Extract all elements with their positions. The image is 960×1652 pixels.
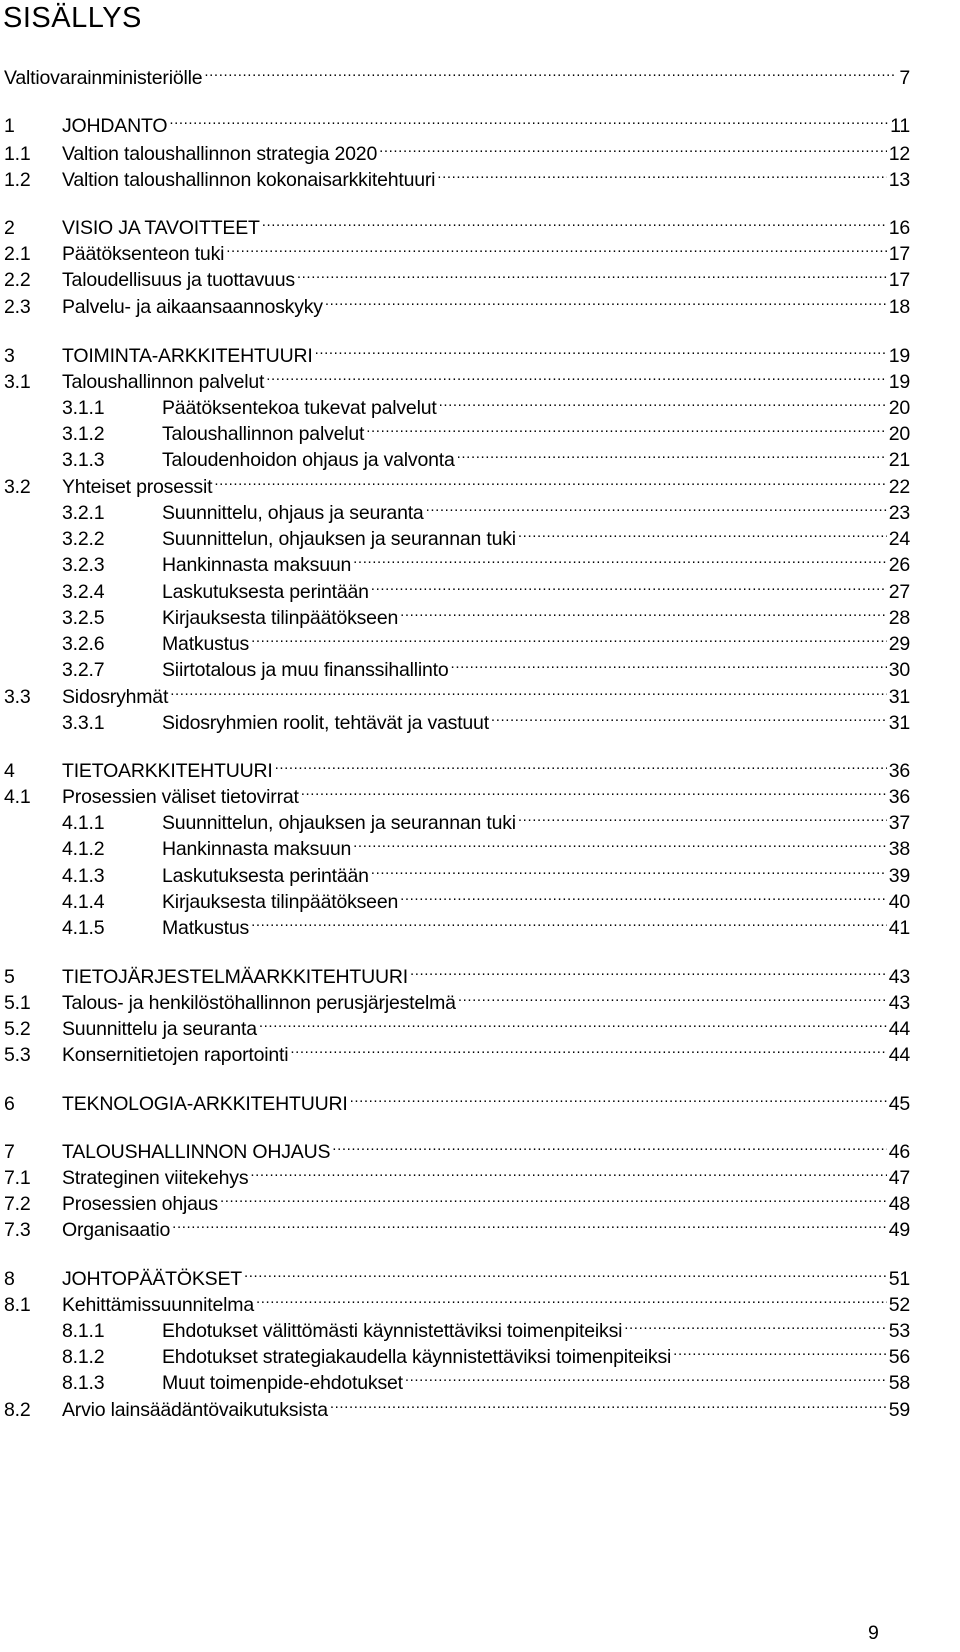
toc-entry-title: Päätöksenteon tuki <box>62 243 225 265</box>
toc-entry[interactable] <box>4 336 910 367</box>
toc-entry-title: Ehdotukset välittömästi käynnistettäviksi toimenpiteiksi <box>162 1320 623 1342</box>
toc-entry-title: TOIMINTA-ARKKITEHTUURI <box>62 345 313 367</box>
dot-leader <box>410 957 887 983</box>
toc-entry[interactable] <box>4 493 910 524</box>
dot-leader <box>220 1184 887 1210</box>
toc-entry-number: 3.1 <box>4 371 31 393</box>
dot-leader <box>266 362 886 388</box>
toc-entry-number: 3.3.1 <box>62 712 105 734</box>
toc-entry[interactable] <box>4 1259 910 1290</box>
page-number: 9 <box>868 1622 879 1644</box>
toc-entry-number: 1.1 <box>4 143 31 165</box>
toc-entry[interactable] <box>4 260 910 291</box>
dot-leader <box>332 1132 886 1158</box>
toc-entry-page: 45 <box>888 1093 910 1115</box>
toc-entry-page: 58 <box>888 1372 910 1394</box>
toc-entry-title: Taloushallinnon palvelut <box>162 423 365 445</box>
dot-leader <box>251 624 887 650</box>
toc-entry[interactable] <box>4 1210 910 1241</box>
toc-entry-page: 38 <box>888 838 910 860</box>
toc-entry-page: 20 <box>888 397 910 419</box>
toc-entry[interactable] <box>4 624 910 655</box>
dot-leader <box>400 598 887 624</box>
toc-entry[interactable] <box>4 234 910 265</box>
dot-leader <box>400 882 887 908</box>
toc-entry[interactable] <box>4 882 910 913</box>
toc-entry-title: Matkustus <box>162 633 250 655</box>
toc-entry-title: Laskutuksesta perintään <box>162 865 369 887</box>
toc-entry-number: 4.1.5 <box>62 917 105 939</box>
toc-entry-title: Taloushallinnon palvelut <box>62 371 265 393</box>
toc-entry-page: 46 <box>888 1141 910 1163</box>
toc-entry-number: 8.1.2 <box>62 1346 105 1368</box>
toc-entry-number: 8.2 <box>4 1399 31 1421</box>
dot-leader <box>673 1337 887 1363</box>
toc-entry[interactable] <box>4 160 910 191</box>
toc-entry-page: 21 <box>888 449 910 471</box>
toc-entry-title: Laskutuksesta perintään <box>162 581 369 603</box>
dot-leader <box>353 545 887 571</box>
toc-entry-number: 8.1.1 <box>62 1320 105 1342</box>
toc-entry[interactable] <box>4 751 910 782</box>
toc-entry-number: 7 <box>4 1141 15 1163</box>
toc-entry-number: 1 <box>4 115 15 137</box>
toc-entry-title: Taloudellisuus ja tuottavuus <box>62 269 295 291</box>
toc-entry-page: 51 <box>888 1268 910 1290</box>
toc-entry[interactable] <box>4 677 910 708</box>
toc-entry-number: 3.2.3 <box>62 554 105 576</box>
toc-entry-title: TIETOARKKITEHTUURI <box>62 760 273 782</box>
toc-entry[interactable] <box>4 777 910 808</box>
toc-entry-title: Palvelu- ja aikaansaannoskyky <box>62 296 323 318</box>
dot-leader <box>624 1311 886 1337</box>
toc-entry-number: 5.1 <box>4 992 31 1014</box>
toc-entry-page: 17 <box>888 243 910 265</box>
toc-entry-number: 3.2 <box>4 476 31 498</box>
toc-entry-title: Ehdotukset strategiakaudella käynnistettäviksi toimenpiteiksi <box>162 1346 672 1368</box>
dot-leader <box>426 493 887 519</box>
toc-entry-title: Suunnittelun, ohjauksen ja seurannan tuki <box>162 528 516 550</box>
dot-leader <box>262 208 887 234</box>
toc-entry-number: 2.2 <box>4 269 31 291</box>
toc-entry-page: 27 <box>888 581 910 603</box>
dot-leader <box>371 856 887 882</box>
toc-entry-page: 13 <box>888 169 910 191</box>
toc-entry-number: 5.2 <box>4 1018 31 1040</box>
toc-entry-page: 30 <box>888 659 910 681</box>
toc-entry-number: 3.1.3 <box>62 449 105 471</box>
toc-entry-title: Sidosryhmien roolit, tehtävät ja vastuut <box>162 712 489 734</box>
toc-entry-number: 5.3 <box>4 1044 31 1066</box>
toc-entry-page: 36 <box>888 760 910 782</box>
dot-leader <box>169 106 888 132</box>
dot-leader <box>250 1158 886 1184</box>
dot-leader <box>405 1363 887 1389</box>
toc-entry-page: 17 <box>888 269 910 291</box>
toc-entry-title: Hankinnasta maksuun <box>162 838 352 860</box>
dot-leader <box>371 572 887 598</box>
toc-entry-title: Kehittämissuunnitelma <box>62 1294 254 1316</box>
toc-entry-title: TALOUSHALLINNON OHJAUS <box>62 1141 331 1163</box>
toc-entry-title: TIETOJÄRJESTELMÄARKKITEHTUURI <box>62 966 408 988</box>
dot-leader <box>353 829 887 855</box>
toc-entry-title: Suunnittelun, ohjauksen ja seurannan tuki <box>162 812 516 834</box>
toc-entry-title: Organisaatio <box>62 1219 171 1241</box>
toc-entry-title: Suunnittelu, ohjaus ja seuranta <box>162 502 424 524</box>
page-title: SISÄLLYS <box>3 2 142 34</box>
toc-entry-number: 3.2.1 <box>62 502 105 524</box>
toc-entry-number: 4.1.2 <box>62 838 105 860</box>
toc-entry[interactable] <box>4 362 910 393</box>
toc-entry[interactable] <box>4 803 910 834</box>
toc-entry-title: Valtion taloushallinnon kokonaisarkkitehtuuri <box>62 169 436 191</box>
toc-entry[interactable] <box>4 1084 910 1115</box>
dot-leader <box>451 650 887 676</box>
toc-entry-page: 28 <box>888 607 910 629</box>
dot-leader <box>290 1035 886 1061</box>
toc-entry[interactable] <box>4 1363 910 1394</box>
toc-entry-number: 8 <box>4 1268 15 1290</box>
dot-leader <box>226 234 886 260</box>
dot-leader <box>330 1390 887 1416</box>
toc-entry-number: 2 <box>4 217 15 239</box>
toc-entry-number: 7.3 <box>4 1219 31 1241</box>
dot-leader <box>518 519 887 545</box>
toc-entry-number: 4.1 <box>4 786 31 808</box>
toc-entry-page: 53 <box>888 1320 910 1342</box>
dot-leader <box>259 1009 887 1035</box>
toc-entry[interactable] <box>4 1285 910 1316</box>
toc-entry[interactable] <box>4 983 910 1014</box>
toc-entry-title: JOHDANTO <box>62 115 168 137</box>
toc-entry[interactable] <box>4 287 910 318</box>
toc-entry[interactable] <box>4 829 910 860</box>
dot-leader <box>315 336 887 362</box>
toc-entry-title: Valtion taloushallinnon strategia 2020 <box>62 143 378 165</box>
toc-entry-page: 36 <box>888 786 910 808</box>
dot-leader <box>350 1084 887 1110</box>
dot-leader <box>256 1285 887 1311</box>
toc-entry-page: 48 <box>888 1193 910 1215</box>
toc-entry-title: Suunnittelu ja seuranta <box>62 1018 257 1040</box>
dot-leader <box>214 467 886 493</box>
dot-leader <box>204 58 897 84</box>
dot-leader <box>518 803 887 829</box>
toc-entry[interactable] <box>4 134 910 165</box>
toc-entry-page: 40 <box>888 891 910 913</box>
toc-entry-title: Taloudenhoidon ohjaus ja valvonta <box>162 449 455 471</box>
toc-entry-number: 1.2 <box>4 169 31 191</box>
toc-entry[interactable] <box>4 957 910 988</box>
toc-entry[interactable] <box>4 545 910 576</box>
dot-leader <box>297 260 887 286</box>
toc-entry-page: 31 <box>888 712 910 734</box>
toc-entry-number: 3.1.1 <box>62 397 105 419</box>
toc-entry-page: 31 <box>888 686 910 708</box>
toc-entry-number: 6 <box>4 1093 15 1115</box>
toc-entry-title: Siirtotalous ja muu finanssihallinto <box>162 659 449 681</box>
toc-entry-title: Kirjauksesta tilinpäätökseen <box>162 607 399 629</box>
toc-entry[interactable] <box>4 598 910 629</box>
toc-entry[interactable] <box>4 208 910 239</box>
toc-entry-page: 20 <box>888 423 910 445</box>
toc-entry-title: Prosessien ohjaus <box>62 1193 218 1215</box>
toc-entry[interactable] <box>4 1390 910 1421</box>
toc-entry-page: 52 <box>888 1294 910 1316</box>
toc-entry[interactable] <box>4 650 910 681</box>
toc-entry-title: VISIO JA TAVOITTEET <box>62 217 260 239</box>
toc-entry-page: 44 <box>888 1018 910 1040</box>
toc-entry[interactable] <box>4 908 910 939</box>
toc-entry-page: 29 <box>888 633 910 655</box>
toc-entry-number: 3.2.6 <box>62 633 105 655</box>
toc-entry[interactable] <box>4 1337 910 1368</box>
toc-entry[interactable] <box>4 703 910 734</box>
toc-entry-number: 3 <box>4 345 15 367</box>
toc-entry[interactable] <box>4 572 910 603</box>
toc-entry-page: 24 <box>888 528 910 550</box>
toc-entry-page: 18 <box>888 296 910 318</box>
toc-entry[interactable] <box>4 519 910 550</box>
toc-entry-number: 7.2 <box>4 1193 31 1215</box>
toc-entry[interactable] <box>4 467 910 498</box>
toc-entry-number: 5 <box>4 966 15 988</box>
toc-entry-page: 19 <box>888 371 910 393</box>
dot-leader <box>379 134 887 160</box>
toc-entry-number: 8.1 <box>4 1294 31 1316</box>
toc-entry-number: 3.1.2 <box>62 423 105 445</box>
toc-entry-title: Hankinnasta maksuun <box>162 554 352 576</box>
toc-entry-number: 2.1 <box>4 243 31 265</box>
toc-entry-page: 11 <box>890 115 910 137</box>
toc-entry-page: 12 <box>888 143 910 165</box>
toc-entry-number: 4.1.3 <box>62 865 105 887</box>
dot-leader <box>437 160 886 186</box>
toc-entry-page: 37 <box>888 812 910 834</box>
toc-entry-title: Strateginen viitekehys <box>62 1167 249 1189</box>
toc-entry[interactable] <box>4 106 910 137</box>
toc-entry[interactable] <box>4 1158 910 1189</box>
dot-leader <box>458 983 887 1009</box>
toc-entry-page: 7 <box>899 67 910 89</box>
toc-entry-title: JOHTOPÄÄTÖKSET <box>62 1268 242 1290</box>
toc-entry-number: 4.1.1 <box>62 812 105 834</box>
toc-entry-number: 3.2.4 <box>62 581 105 603</box>
toc-entry-title: Muut toimenpide-ehdotukset <box>162 1372 403 1394</box>
toc-entry-title: Arvio lainsäädäntövaikutuksista <box>62 1399 328 1421</box>
dot-leader <box>172 1210 887 1236</box>
toc-entry-page: 23 <box>888 502 910 524</box>
toc-entry-number: 3.2.5 <box>62 607 105 629</box>
toc-entry-title: Prosessien väliset tietovirrat <box>62 786 299 808</box>
toc-entry-page: 43 <box>888 992 910 1014</box>
toc-entry[interactable] <box>4 1009 910 1040</box>
toc-entry[interactable] <box>4 440 910 471</box>
toc-entry-number: 3.2.7 <box>62 659 105 681</box>
toc-entry-title: Yhteiset prosessit <box>62 476 213 498</box>
toc-entry[interactable] <box>4 1132 910 1163</box>
toc-entry-page: 49 <box>888 1219 910 1241</box>
toc-entry-title: Talous- ja henkilöstöhallinnon perusjärjestelmä <box>62 992 456 1014</box>
toc-entry-title: Matkustus <box>162 917 250 939</box>
toc-entry-title: Kirjauksesta tilinpäätökseen <box>162 891 399 913</box>
toc-entry-title: Valtiovarainministeriölle <box>4 67 203 89</box>
dot-leader <box>251 908 887 934</box>
toc-entry-page: 41 <box>888 917 910 939</box>
toc-entry-number: 4.1.4 <box>62 891 105 913</box>
dot-leader <box>325 287 887 313</box>
dot-leader <box>170 677 887 703</box>
toc-entry-title: TEKNOLOGIA-ARKKITEHTUURI <box>62 1093 348 1115</box>
toc-entry[interactable] <box>4 1311 910 1342</box>
toc-entry-number: 8.1.3 <box>62 1372 105 1394</box>
toc-entry-page: 39 <box>888 865 910 887</box>
toc-entry-page: 26 <box>888 554 910 576</box>
toc-entry[interactable] <box>4 58 910 89</box>
toc-entry-number: 4 <box>4 760 15 782</box>
toc-entry-page: 59 <box>888 1399 910 1421</box>
dot-leader <box>491 703 887 729</box>
toc-entry-page: 19 <box>888 345 910 367</box>
dot-leader <box>439 388 887 414</box>
toc-entry-title: Konsernitietojen raportointi <box>62 1044 289 1066</box>
toc-entry[interactable] <box>4 414 910 445</box>
toc-entry-page: 22 <box>888 476 910 498</box>
dot-leader <box>244 1259 887 1285</box>
toc-entry-number: 3.3 <box>4 686 31 708</box>
toc-entry-page: 16 <box>888 217 910 239</box>
toc-entry-number: 3.2.2 <box>62 528 105 550</box>
toc-entry-number: 7.1 <box>4 1167 31 1189</box>
toc-entry-title: Päätöksentekoa tukevat palvelut <box>162 397 437 419</box>
toc-entry[interactable] <box>4 856 910 887</box>
dot-leader <box>275 751 887 777</box>
toc-entry-page: 56 <box>888 1346 910 1368</box>
toc-entry-number: 2.3 <box>4 296 31 318</box>
dot-leader <box>301 777 887 803</box>
toc-entry-page: 44 <box>888 1044 910 1066</box>
toc-entry-page: 47 <box>888 1167 910 1189</box>
toc-entry[interactable] <box>4 388 910 419</box>
toc-entry[interactable] <box>4 1184 910 1215</box>
toc-entry[interactable] <box>4 1035 910 1066</box>
dot-leader <box>457 440 887 466</box>
dot-leader <box>366 414 886 440</box>
toc-entry-page: 43 <box>888 966 910 988</box>
toc-entry-title: Sidosryhmät <box>62 686 169 708</box>
